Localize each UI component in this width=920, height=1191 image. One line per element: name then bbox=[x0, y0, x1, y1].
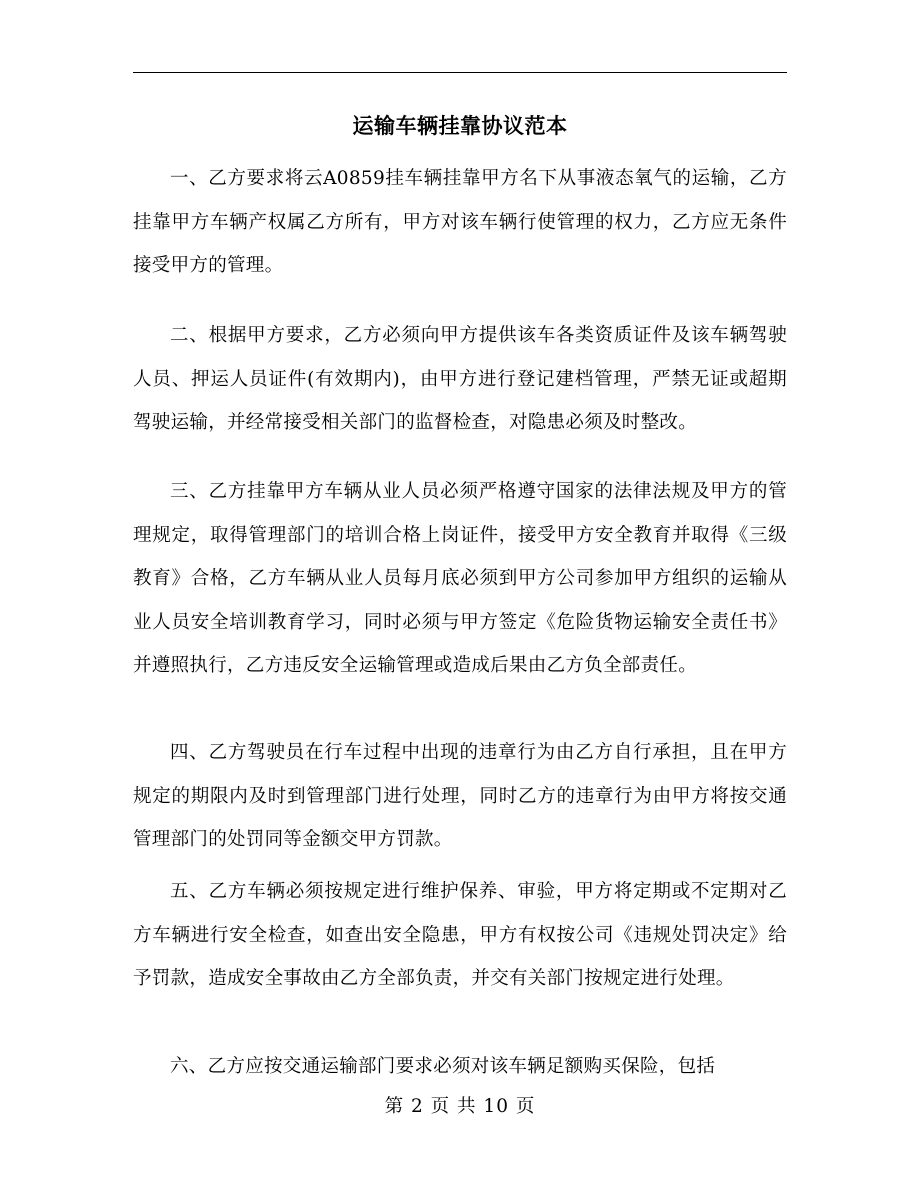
paragraph-3: 三、乙方挂靠甲方车辆从业人员必须严格遵守国家的法律法规及甲方的管理规定，取得管理部门的培训合格上岗证件，接受甲方安全教育并取得《三级教育》合格，乙方车辆从业人员每月底必须到甲方公司参加甲方组织的运输从业人员安全培训教育学习，同时必须与甲方签定《危险货物运输安全责任书》并遵照执行，乙方违反安全运输管理或造成后果由乙方负全部责任。 bbox=[133, 481, 787, 676]
document-title: 运输车辆挂靠协议范本 bbox=[352, 113, 568, 138]
header-rule bbox=[133, 72, 787, 73]
paragraph-4: 四、乙方驾驶员在行车过程中出现的违章行为由乙方自行承担，且在甲方规定的期限内及时到管理部门进行处理，同时乙方的违章行为由甲方将按交通管理部门的处罚同等金额交甲方罚款。 bbox=[133, 742, 787, 850]
page-number-footer: 第 2 页 共 10 页 bbox=[384, 1096, 536, 1117]
paragraph-6: 六、乙方应按交通运输部门要求必须对该车辆足额购买保险，包括 bbox=[170, 1056, 716, 1077]
paragraph-5: 五、乙方车辆必须按规定进行维护保养、审验，甲方将定期或不定期对乙方车辆进行安全检查，如查出安全隐患，甲方有权按公司《违规处罚决定》给予罚款，造成安全事故由乙方全部负责，并交有关部门按规定进行处理。 bbox=[133, 881, 787, 989]
paragraph-2: 二、根据甲方要求，乙方必须向甲方提供该车各类资质证件及该车辆驾驶人员、押运人员证件(有效期内)，由甲方进行登记建档管理，严禁无证或超期驾驶运输，并经常接受相关部门的监督检查，对隐患必须及时整改。 bbox=[133, 325, 787, 433]
paragraph-1: 一、乙方要求将云A0859挂车辆挂靠甲方名下从事液态氧气的运输，乙方挂靠甲方车辆产权属乙方所有，甲方对该车辆行使管理的权力，乙方应无条件接受甲方的管理。 bbox=[133, 168, 787, 276]
